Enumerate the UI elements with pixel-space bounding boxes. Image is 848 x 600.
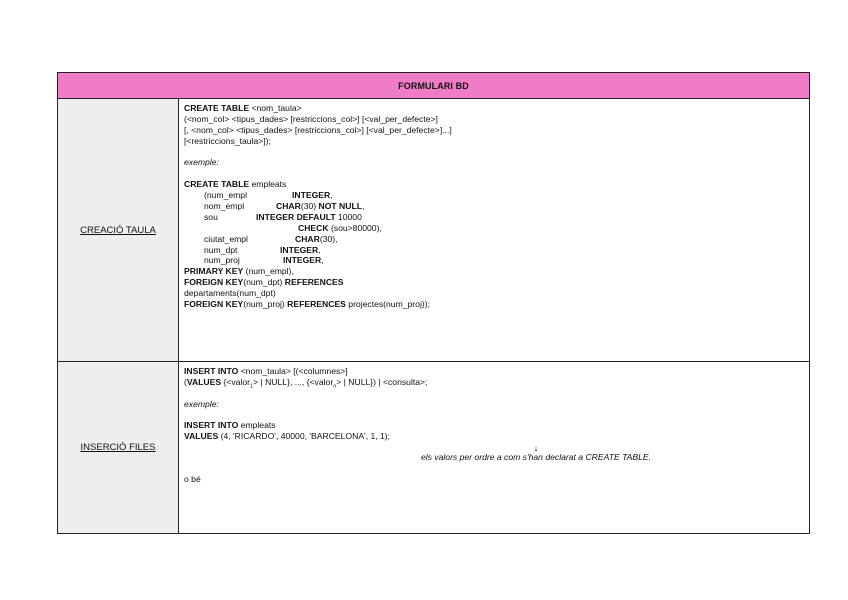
insert-syntax-line-2: (VALUES {<valor$_1$> | NULL}, ..., {<valor$_n$> | NULL}) | <consulta>;	[184, 376, 428, 390]
example-col-3-check: CHECK (sou>80000),	[298, 222, 382, 233]
example-col-5: num_dpt INTEGER,	[204, 244, 321, 255]
header-title: FORMULARI BD	[398, 80, 469, 91]
insert-note: els valors per ordre a com s'han declarat a CREATE TABLE.	[420, 452, 652, 463]
example-col-4: ciutat_empl CHAR(30),	[204, 233, 338, 244]
example-create: CREATE TABLE empleats	[184, 179, 287, 190]
insert-example-line-2: VALUES (4, 'RICARDO', 40000, 'BARCELONA', 1, 1);	[184, 431, 391, 442]
example-foreign-key-1: FOREIGN KEY(num_dpt) REFERENCES	[184, 277, 344, 288]
example-col-1: (num_empl INTEGER,	[204, 190, 333, 201]
example-col-2: nom_empl CHAR(30) NOT NULL,	[204, 201, 365, 212]
insert-example-line-1: INSERT INTO empleats	[184, 420, 276, 431]
insert-rows-row	[58, 362, 809, 533]
example-col-3: sou INTEGER DEFAULT 10000	[204, 211, 362, 222]
or-text: o bé	[184, 474, 201, 485]
sql-cheatsheet-table	[57, 72, 810, 534]
syntax-line-3: [, <nom_col> <tipus_dades> [restriccions_col>] [<val_per_defecte>]...]	[184, 124, 452, 135]
example-label: exemple:	[184, 157, 219, 168]
create-table-row	[58, 99, 809, 362]
example-foreign-key-2: FOREIGN KEY(num_proj) REFERENCES projectes(num_proj));	[184, 299, 430, 310]
down-arrow-icon: ↓	[533, 443, 539, 454]
create-table-content	[179, 99, 809, 361]
insert-example-label: exemple:	[184, 398, 219, 409]
insert-rows-label: INSERCIÓ FILES	[58, 362, 179, 533]
example-col-6: num_proj INTEGER,	[204, 255, 324, 266]
create-table-label: CREACIÓ TAULA	[58, 99, 179, 361]
syntax-line-2: (<nom_col> <tipus_dades> [restriccions_col>] [<val_per_defecte>]	[184, 113, 438, 124]
table-header	[58, 73, 809, 99]
syntax-line-1: CREATE TABLE <nom_taula>	[184, 103, 302, 113]
insert-syntax-line-1: INSERT INTO <nom_taula> [(<columnes>]	[184, 366, 348, 376]
example-foreign-key-1-target: departaments(num_dpt)	[184, 288, 276, 299]
example-primary-key: PRIMARY KEY (num_empl),	[184, 266, 294, 277]
insert-rows-content	[179, 362, 809, 533]
syntax-line-4: [<restriccions_taula>]);	[184, 135, 271, 146]
